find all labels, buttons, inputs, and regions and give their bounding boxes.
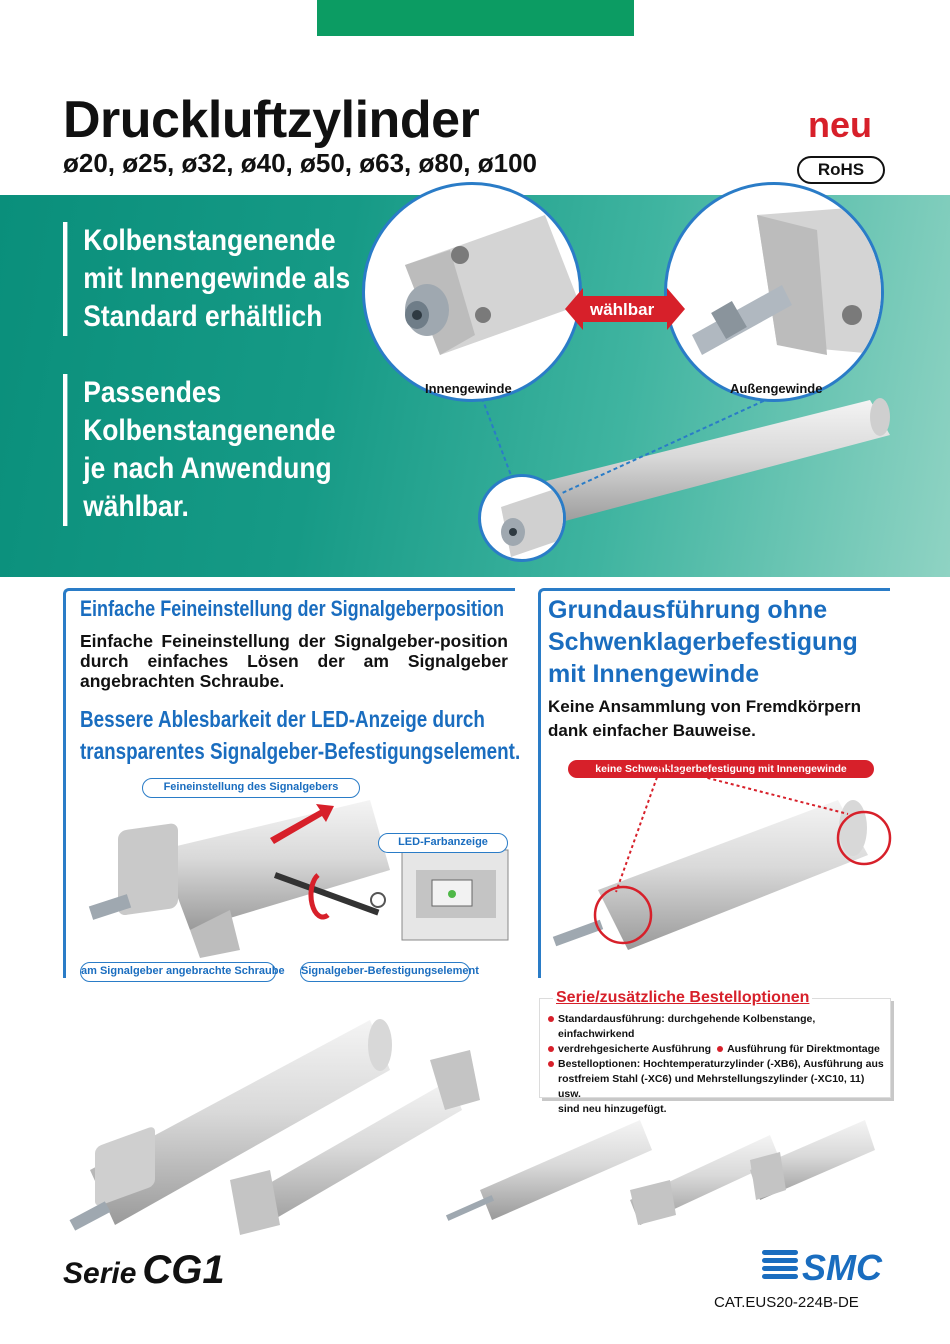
option-text: sind neu hinzugefügt. — [558, 1103, 667, 1115]
inner-thread-label: Innengewinde — [425, 381, 512, 396]
basic-type-heading — [548, 594, 858, 690]
new-badge: neu — [808, 104, 873, 145]
feature-line: Standard erhältlich — [83, 300, 323, 333]
led-heading-line: transparentes Signalgeber-Befestigungselement. — [80, 738, 521, 764]
led-color-label: LED-Farbanzeige — [378, 833, 508, 853]
switch-screw-label: am Signalgeber angebrachte Schraube — [80, 962, 276, 982]
inner-thread-rod-icon — [365, 185, 582, 402]
basic-cylinder-illustration — [548, 780, 893, 980]
bore-sizes: ø20, ø25, ø32, ø40, ø50, ø63, ø80, ø100 — [63, 148, 538, 178]
signal-adjust-heading: Einfache Feineinstellung der Signalgeberposition — [80, 596, 505, 621]
rod-end-zoom-circle — [478, 474, 566, 562]
smc-logo-icon — [762, 1244, 894, 1288]
selectable-label: wählbar — [590, 300, 655, 319]
series-label — [63, 1248, 225, 1293]
catalog-number: CAT.EUS20-224B-DE — [714, 1294, 859, 1311]
page-title: Druckluftzylinder — [63, 91, 480, 149]
option-text: verdrehgesicherte Ausführung — [558, 1043, 712, 1055]
no-trunnion-label: keine Schwenklagerbefestigung mit Innengewinde — [568, 760, 874, 778]
feature-line: Passendes — [83, 376, 222, 409]
basic-text-line: Keine Ansammlung von Fremdkörpern — [548, 697, 861, 716]
product-lineup-illustration — [60, 1010, 890, 1250]
outer-thread-detail — [664, 182, 884, 402]
rohs-badge: RoHS — [797, 156, 885, 184]
inner-thread-detail — [362, 182, 582, 402]
led-indicator-closeup — [402, 850, 508, 940]
outer-thread-label: Außengewinde — [730, 381, 823, 396]
order-options-title: Serie/zusätzliche Bestelloptionen — [553, 989, 812, 1007]
led-heading-line: Bessere Ablesbarkeit der LED-Anzeige durch — [80, 706, 485, 732]
basic-heading-line: mit Innengewinde — [548, 660, 760, 688]
basic-type-text — [548, 695, 861, 743]
option-text: Standardausführung: durchgehende Kolbenstange, einfachwirkend — [558, 1013, 816, 1040]
fine-adjust-label: Feineinstellung des Signalgebers — [142, 778, 360, 798]
option-text: rostfreiem Stahl (-XC6) und Mehrstellungszylinder (-XC10, 11) usw. — [558, 1073, 865, 1100]
signal-adjust-text: Einfache Feineinstellung der Signalgeber-position durch einfaches Lösen der am Signalgeber angebrachten Schraube. — [80, 631, 508, 691]
led-readability-heading — [80, 703, 520, 767]
feature-line: mit Innengewinde als — [83, 262, 351, 295]
feature-line: Kolbenstangenende — [83, 224, 336, 257]
outer-thread-rod-icon — [667, 185, 884, 402]
feature-line: Kolbenstangenende — [83, 414, 336, 447]
basic-heading-line: Schwenklagerbefestigung — [548, 628, 858, 656]
option-text: Bestelloptionen: Hochtemperaturzylinder (-XB6), Ausführung aus — [558, 1058, 884, 1070]
option-text: Ausführung für Direktmontage — [727, 1043, 880, 1055]
basic-text-line: dank einfacher Bauweise. — [548, 721, 756, 740]
feature-line: je nach Anwendung — [83, 452, 332, 485]
series-word: Serie — [63, 1257, 137, 1290]
switch-bracket-label: Signalgeber-Befestigungselement — [300, 962, 470, 982]
brand-name: SMC — [802, 1247, 882, 1288]
feature-line: wählbar. — [83, 490, 189, 523]
basic-heading-line: Grundausführung ohne — [548, 596, 828, 624]
series-code: CG1 — [142, 1248, 225, 1292]
